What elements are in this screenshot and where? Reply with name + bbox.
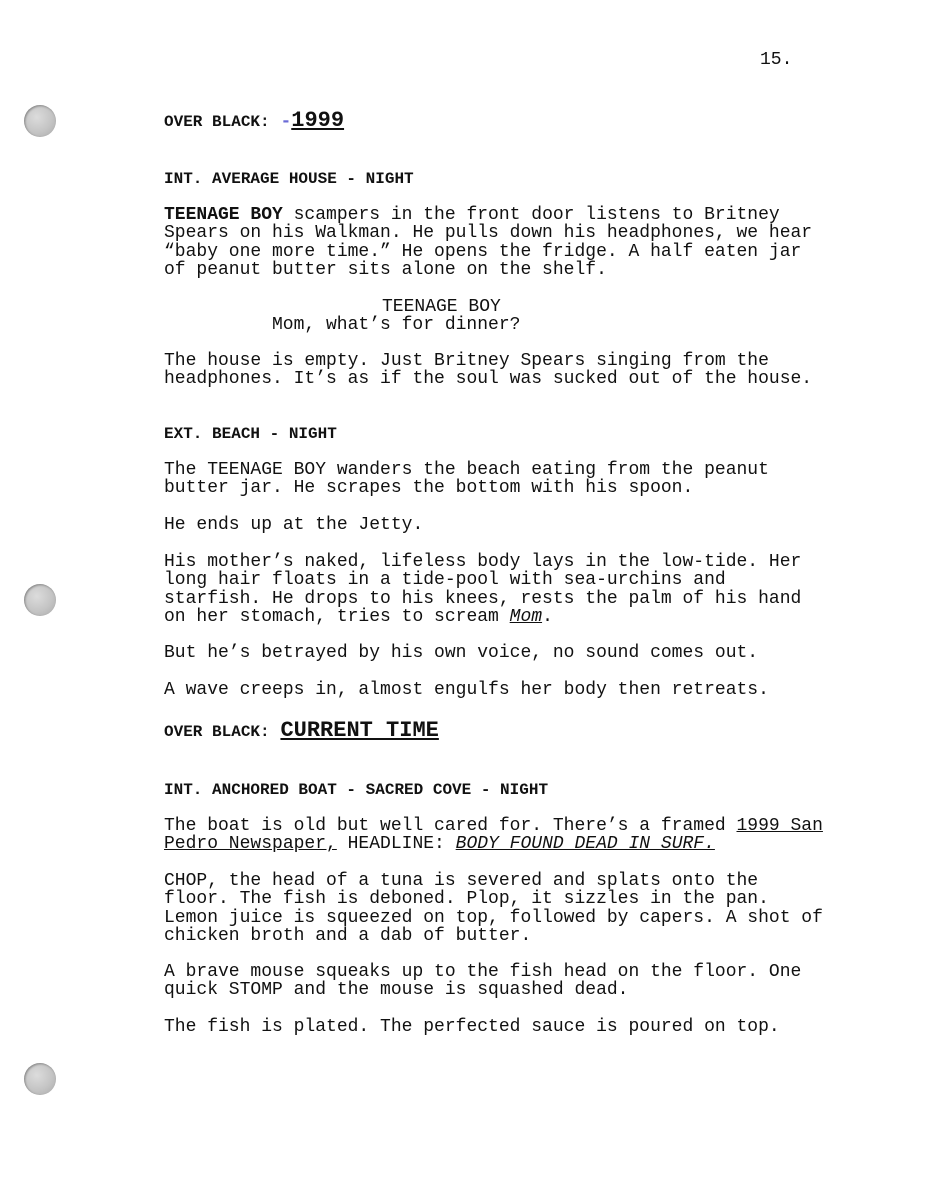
headline-italic: BODY FOUND DEAD IN SURF. [455, 834, 715, 855]
character-intro: TEENAGE BOY [164, 205, 283, 225]
page-number: 15. [760, 50, 793, 70]
scene-heading-anchored-boat: INT. ANCHORED BOAT - SACRED COVE - NIGHT [164, 781, 549, 799]
action-betrayed: But he’s betrayed by his own voice, no sound comes out. [164, 643, 759, 663]
action-wave: A wave creeps in, almost engulfs her body then retreats. [164, 680, 769, 700]
action-mother-body: His mother’s naked, lifeless body lays in the low-tide. Her long hair floats in a tide-pool with sea-urchins and starfish. He drops to his knees, rests the palm of his hand on her stomach, tries to scream Mom. [164, 552, 802, 627]
action-boat-description: The boat is old but well cared for. There’s a framed 1999 San Pedro Newspaper, HEADLINE: BODY FOUND DEAD IN SURF. [164, 816, 823, 855]
punch-hole-middle [24, 584, 56, 616]
scene-heading-beach: EXT. BEACH - NIGHT [164, 425, 337, 443]
italic-mom: Mom [509, 606, 543, 627]
over-black-1999 [164, 106, 844, 137]
over-black-title: 1999 [291, 108, 345, 133]
punch-hole-bottom [24, 1063, 56, 1095]
revision-dash: - [280, 112, 292, 132]
action-house-empty: The house is empty. Just Britney Spears singing from the headphones. It’s as if the soul was sucked out of the house. [164, 351, 813, 390]
action-teenage-boy-enters: TEENAGE BOY scampers in the front door listens to Britney Spears on his Walkman. He pulls down his headphones, we hear “baby one more time.” He opens the fridge. A half eaten jar of peanut butter sits alone on the shelf. [164, 205, 813, 280]
over-black-title: CURRENT TIME [280, 718, 439, 743]
action-fish-plated: The fish is plated. The perfected sauce is poured on top. [164, 1017, 780, 1037]
dialogue-line: Mom, what’s for dinner? [272, 315, 521, 335]
over-black-label: OVER BLACK: [164, 723, 270, 741]
newspaper-underlined: 1999 San [736, 816, 823, 836]
action-mouse: A brave mouse squeaks up to the fish head on the floor. One quick STOMP and the mouse is squashed dead. [164, 962, 802, 1001]
punch-hole-top [24, 105, 56, 137]
scene-heading-average-house: INT. AVERAGE HOUSE - NIGHT [164, 170, 414, 188]
over-black-current-time [164, 716, 844, 747]
action-jetty: He ends up at the Jetty. [164, 515, 424, 535]
action-chop-tuna: CHOP, the head of a tuna is severed and splats onto the floor. The fish is deboned. Plop, it sizzles in the pan. Lemon juice is squeezed on top, followed by capers. A shot of chicken broth and a dab of butter. [164, 871, 823, 946]
character-cue: TEENAGE BOY [382, 297, 501, 317]
over-black-label: OVER BLACK: [164, 113, 270, 131]
action-wanders-beach: The TEENAGE BOY wanders the beach eating from the peanut butter jar. He scrapes the bottom with his spoon. [164, 460, 769, 499]
